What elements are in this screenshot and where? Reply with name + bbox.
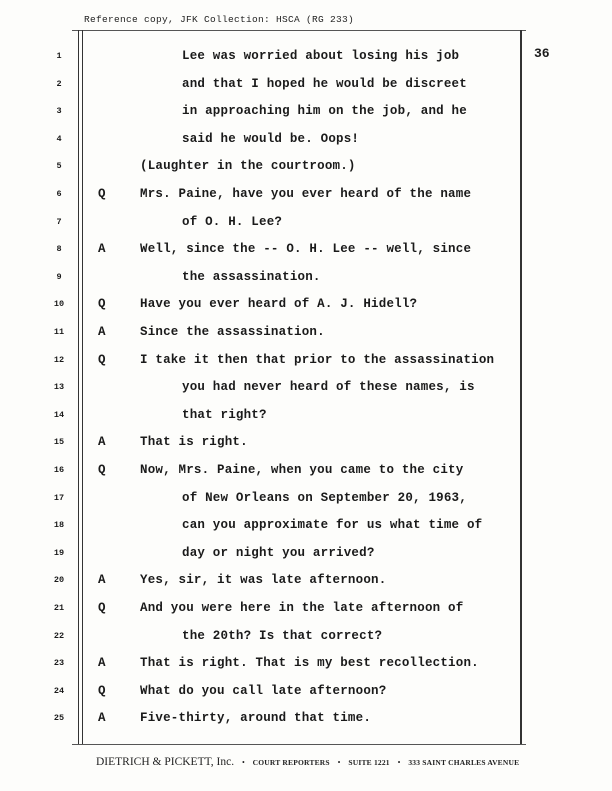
line-text: can you approximate for us what time of <box>182 518 483 533</box>
line-text: That is right. That is my best recollection. <box>140 656 479 671</box>
line-number: 3 <box>56 106 62 117</box>
line-number: 21 <box>53 603 65 613</box>
line-number: 18 <box>53 520 65 531</box>
transcript-line <box>0 129 612 149</box>
line-text: Since the assassination. <box>140 325 325 339</box>
line-text: What do you call late afternoon? <box>140 683 387 698</box>
speaker-label: Q <box>98 187 106 201</box>
transcript-line <box>0 239 612 259</box>
line-text: Well, since the -- O. H. Lee -- well, since <box>140 242 472 257</box>
line-number: 20 <box>53 575 65 586</box>
speaker-label: Q <box>98 601 106 615</box>
line-number: 1 <box>56 51 62 61</box>
bottom-rule <box>72 744 526 745</box>
speaker-label: A <box>98 325 106 339</box>
line-number: 9 <box>56 271 62 282</box>
line-number: 14 <box>53 409 65 420</box>
line-text: you had never heard of these names, is <box>182 380 475 395</box>
footer-separator: • <box>241 758 245 767</box>
transcript-line <box>0 350 612 370</box>
transcript-line <box>0 432 612 452</box>
transcript-line <box>0 156 612 176</box>
line-text: that right? <box>182 407 267 422</box>
transcript-line <box>0 488 612 508</box>
line-text: day or night you arrived? <box>182 545 375 560</box>
line-number: 17 <box>53 492 65 503</box>
line-text: Five-thirty, around that time. <box>140 711 372 726</box>
transcript-line <box>0 46 612 66</box>
line-number: 10 <box>53 299 65 310</box>
speaker-label: A <box>98 573 106 588</box>
speaker-label: Q <box>98 463 106 477</box>
line-number: 4 <box>56 133 62 144</box>
line-number: 7 <box>56 216 62 227</box>
transcript-line <box>0 681 612 701</box>
footer-company: DIETRICH & PICKETT, Inc. <box>96 756 235 768</box>
footer <box>96 756 519 768</box>
line-number: 2 <box>56 78 62 89</box>
line-text: Lee was worried about losing his job <box>182 49 460 63</box>
line-text: And you were here in the late afternoon of <box>140 601 464 615</box>
speaker-label: A <box>98 656 106 671</box>
line-number: 25 <box>53 713 65 724</box>
line-text: and that I hoped he would be discreet <box>182 76 467 91</box>
transcript-line <box>0 212 612 232</box>
speaker-label: A <box>98 711 106 726</box>
line-number: 23 <box>53 658 65 669</box>
line-number: 13 <box>53 382 65 393</box>
speaker-label: Q <box>98 352 106 367</box>
line-number: 19 <box>53 547 65 558</box>
footer-suite: SUITE 1221 <box>348 758 390 767</box>
speaker-label: Q <box>98 297 106 312</box>
transcript-line <box>0 626 612 646</box>
footer-separator: • <box>337 758 341 767</box>
transcript-line <box>0 515 612 535</box>
line-number: 24 <box>53 685 65 696</box>
line-text: the assassination. <box>182 269 321 284</box>
transcript-line <box>0 708 612 728</box>
line-text: of New Orleans on September 20, 1963, <box>182 490 467 505</box>
transcript-line <box>0 405 612 425</box>
footer-reporters: COURT REPORTERS <box>252 758 330 767</box>
page-number: 36 <box>534 46 550 61</box>
line-number: 22 <box>53 630 65 641</box>
transcript-line <box>0 74 612 94</box>
top-rule <box>72 30 526 31</box>
speaker-label: Q <box>98 683 106 698</box>
line-number: 12 <box>53 354 65 365</box>
line-text: (Laughter in the courtroom.) <box>140 159 356 174</box>
transcript-line <box>0 653 612 673</box>
line-number: 11 <box>53 327 65 337</box>
transcript-line <box>0 543 612 563</box>
line-text: Mrs. Paine, have you ever heard of the name <box>140 187 472 201</box>
transcript-line <box>0 294 612 314</box>
line-text: I take it then that prior to the assassination <box>140 352 495 367</box>
line-text: of O. H. Lee? <box>182 214 283 229</box>
footer-address: 333 SAINT CHARLES AVENUE <box>408 758 520 767</box>
line-number: 6 <box>56 189 62 199</box>
transcript-line <box>0 267 612 287</box>
line-text: Yes, sir, it was late afternoon. <box>140 573 387 588</box>
footer-separator: • <box>397 758 401 767</box>
line-number: 8 <box>56 244 62 255</box>
line-number: 5 <box>56 161 62 172</box>
transcript-line <box>0 322 612 342</box>
speaker-label: A <box>98 435 106 450</box>
transcript-line <box>0 570 612 590</box>
line-number: 15 <box>53 437 65 448</box>
line-text: said he would be. Oops! <box>182 131 360 146</box>
line-text: in approaching him on the job, and he <box>182 104 467 119</box>
line-text: the 20th? Is that correct? <box>182 628 383 643</box>
transcript-line <box>0 184 612 204</box>
transcript-line <box>0 460 612 480</box>
line-text: Have you ever heard of A. J. Hidell? <box>140 297 418 312</box>
line-text: That is right. <box>140 435 248 450</box>
line-text: Now, Mrs. Paine, when you came to the city <box>140 463 464 477</box>
transcript-line <box>0 101 612 121</box>
reference-header: Reference copy, JFK Collection: HSCA (RG 233) <box>84 14 355 25</box>
line-number: 16 <box>53 465 65 475</box>
speaker-label: A <box>98 242 106 257</box>
transcript-line <box>0 377 612 397</box>
transcript-line <box>0 598 612 618</box>
